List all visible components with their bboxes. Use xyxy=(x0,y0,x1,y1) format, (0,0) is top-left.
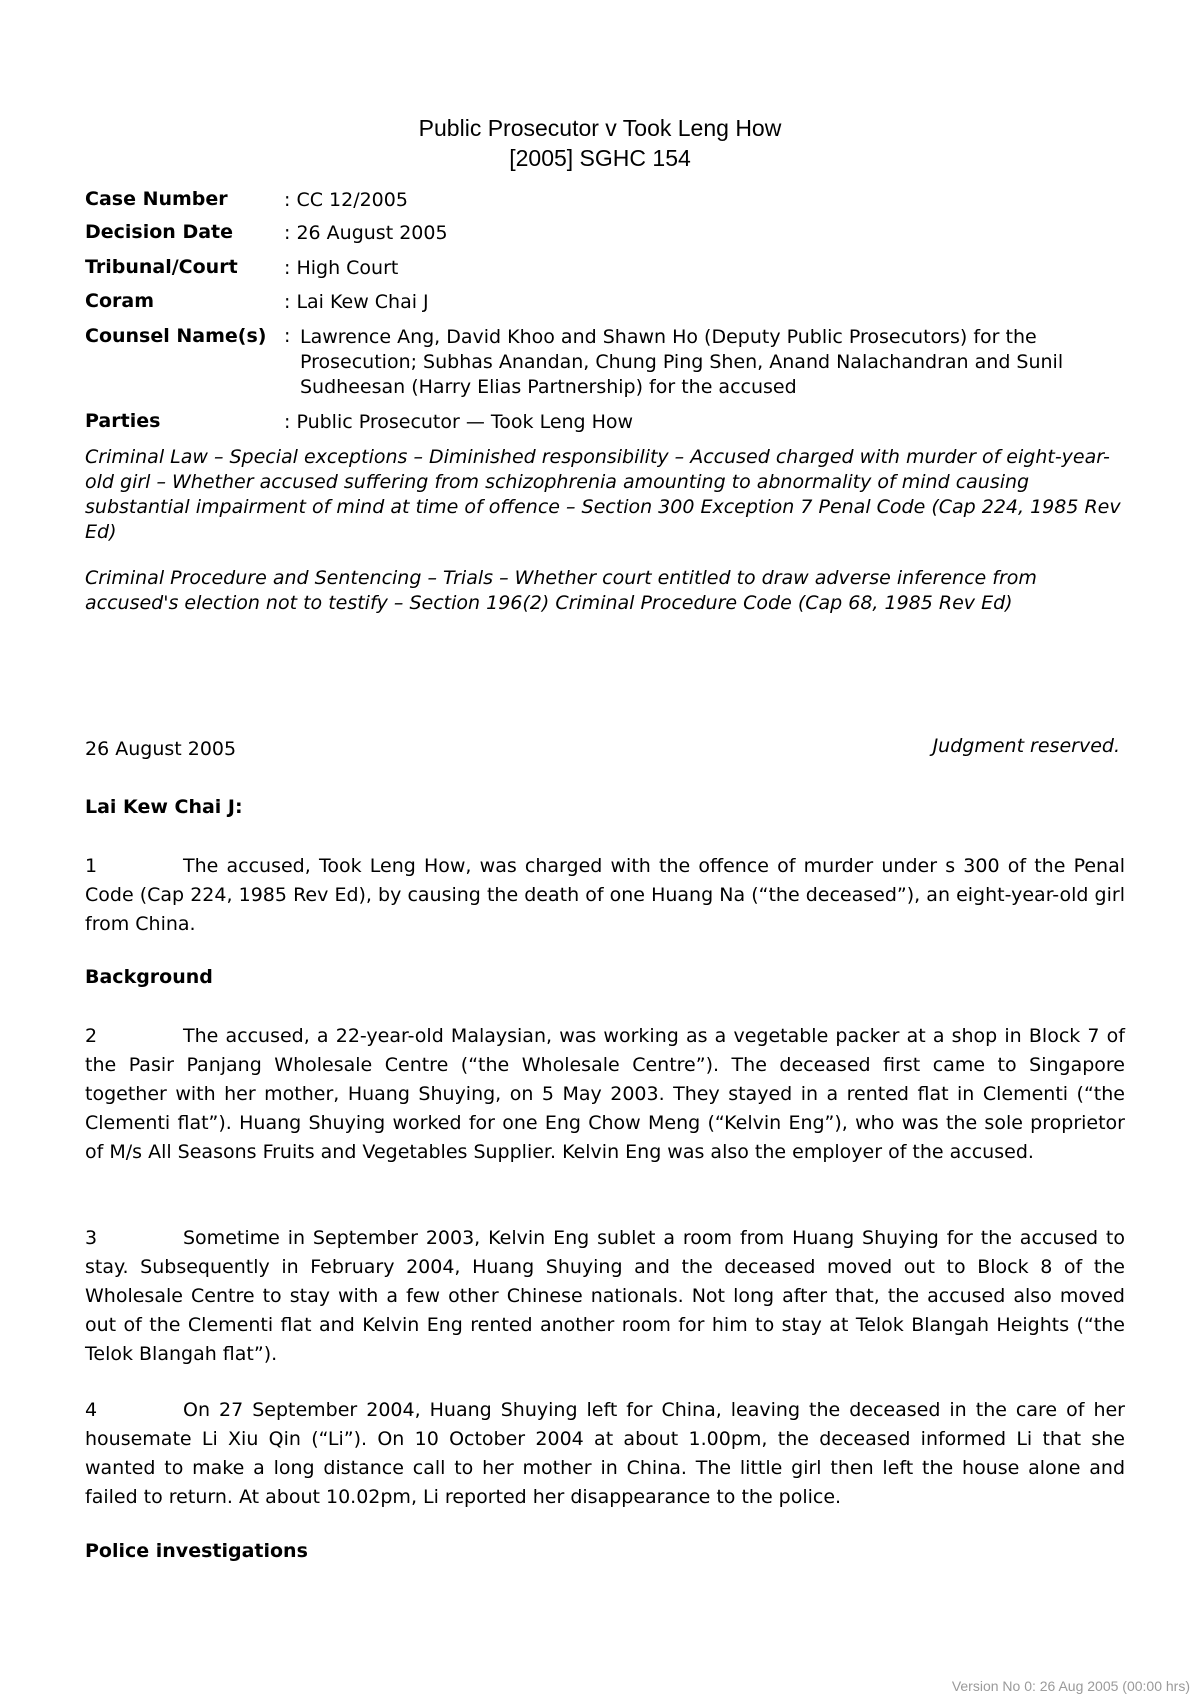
coram-value: : Lai Kew Chai J xyxy=(284,291,429,313)
paragraph-number: 2 xyxy=(85,1025,98,1047)
paragraph-number: 1 xyxy=(85,855,98,877)
paragraph-text: On 27 September 2004, Huang Shuying left for China, leaving the deceased in the care of her housemate Li Xiu Qin (“Li”). On 10 October 2004 at about 1.00pm, the deceased informed Li that she wanted to make a long distance call to her mother in China. The little girl then left the house alone and failed to return. At about 10.02pm, Li reported her disappearance to the police. xyxy=(85,1399,1125,1508)
catchwords-criminal-law: Criminal Law – Special exceptions – Diminished responsibility – Accused charged with murder of eight-year-old girl – Whether accused suffering from schizophrenia amounting to abnormality of mind causing substantial impairment of mind at time of offence – Section 300 Exception 7 Penal Code (Cap 224, 1985 Rev Ed) xyxy=(85,446,1121,543)
paragraph xyxy=(85,1396,1125,1512)
counsel-label: Counsel Name(s) xyxy=(85,325,267,347)
tribunal-label: Tribunal/Court xyxy=(85,256,238,278)
paragraph xyxy=(85,852,1125,939)
decision-date-label: Decision Date xyxy=(85,221,234,243)
case-number-value: : CC 12/2005 xyxy=(284,189,408,211)
parties-label: Parties xyxy=(85,410,161,432)
paragraph xyxy=(85,1224,1125,1369)
heading-police-investigations: Police investigations xyxy=(85,1540,308,1562)
citation: [2005] SGHC 154 xyxy=(509,145,691,171)
judgment-date: 26 August 2005 xyxy=(85,738,237,760)
paragraph-text: Sometime in September 2003, Kelvin Eng sublet a room from Huang Shuying for the accused to stay. Subsequently in February 2004, Huang Shuying and the deceased moved out to Block 8 of the Wholesale Centre to stay with a few other Chinese nationals. Not long after that, the accused also moved out of the Clementi flat and Kelvin Eng rented another room for him to stay at Telok Blangah Heights (“the Telok Blangah flat”). xyxy=(85,1227,1125,1365)
paragraph-text: The accused, a 22-year-old Malaysian, was working as a vegetable packer at a shop in Block 7 of the Pasir Panjang Wholesale Centre (“the Wholesale Centre”). The deceased first came to Singapore together with her mother, Huang Shuying, on 5 May 2003. They stayed in a rented flat in Clementi (“the Clementi flat”). Huang Shuying worked for one Eng Chow Meng (“Kelvin Eng”), who was the sole proprietor of M/s All Seasons Fruits and Vegetables Supplier. Kelvin Eng was also the employer of the accused. xyxy=(85,1025,1125,1163)
counsel-value: Lawrence Ang, David Khoo and Shawn Ho (Deputy Public Prosecutors) for the Prosecution; Subhas Anandan, Chung Ping Shen, Anand Nalachandran and Sunil Sudheesan (Harry Elias Partnership) for the accused xyxy=(300,326,1064,398)
paragraph-number: 3 xyxy=(85,1227,98,1249)
paragraph-text: The accused, Took Leng How, was charged with the offence of murder under s 300 of the Penal Code (Cap 224, 1985 Rev Ed), by causing the death of one Huang Na (“the deceased”), an eight-year-old girl from China. xyxy=(85,855,1125,935)
judgment-status: Judgment reserved. xyxy=(932,735,1120,757)
judge-name: Lai Kew Chai J: xyxy=(85,796,243,818)
tribunal-value: : High Court xyxy=(284,257,399,279)
heading-background: Background xyxy=(85,966,213,988)
version-footer: Version No 0: 26 Aug 2005 (00:00 hrs) xyxy=(951,1678,1190,1694)
coram-label: Coram xyxy=(85,290,154,312)
counsel-colon: : xyxy=(284,325,291,347)
decision-date-value: : 26 August 2005 xyxy=(284,222,448,244)
paragraph xyxy=(85,1022,1125,1167)
parties-value: : Public Prosecutor — Took Leng How xyxy=(284,411,634,433)
paragraph-number: 4 xyxy=(85,1399,98,1421)
catchwords-criminal-procedure: Criminal Procedure and Sentencing – Trials – Whether court entitled to draw adverse inference from accused's election not to testify – Section 196(2) Criminal Procedure Code (Cap 68, 1985 Rev Ed) xyxy=(85,567,1037,614)
case-number-label: Case Number xyxy=(85,188,228,210)
document-title: Public Prosecutor v Took Leng How xyxy=(418,115,782,141)
